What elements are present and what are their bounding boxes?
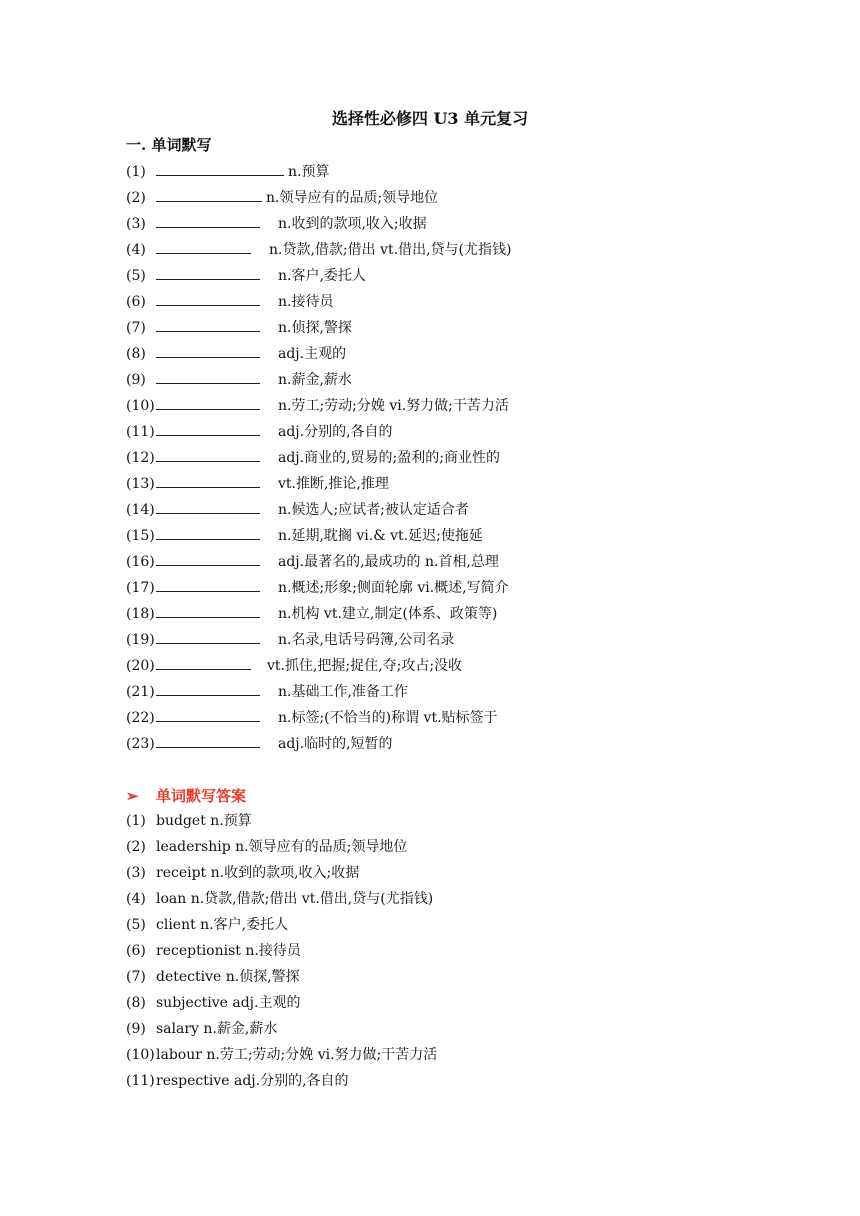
answer-number: (2) [126,839,146,855]
definition-text: n.领导应有的品质;领导地位 [266,190,439,206]
answer-text: detective n.侦探,警探 [156,969,300,985]
answer-text: receptionist n.接待员 [156,943,301,959]
answer-blank[interactable] [156,446,260,462]
exercise-number: (13) [126,476,155,492]
answers-heading-text: 单词默写答案 [156,787,247,805]
exercise-number: (4) [126,242,146,258]
exercise-number: (15) [126,528,155,544]
definition-text: n.候选人;应试者;被认定适合者 [278,502,469,518]
definition-text: n.贷款,借款;借出 vt.借出,贷与(尤指钱) [269,242,512,258]
answer-blank[interactable] [156,602,260,618]
answer-row [126,992,300,1014]
exercise-row [126,654,462,676]
exercise-row [126,524,483,546]
answer-blank[interactable] [156,706,260,722]
definition-text: n.基础工作,准备工作 [278,684,408,700]
answers-heading [126,785,246,807]
answer-row [126,914,288,936]
answer-text: client n.客户,委托人 [156,917,289,933]
answer-number: (9) [126,1021,146,1037]
definition-text: n.延期,耽搁 vi.& vt.延迟;使拖延 [278,528,483,544]
definition-text: n.接待员 [278,294,334,310]
exercise-row [126,420,393,442]
answer-blank[interactable] [156,290,260,306]
definition-text: n.名录,电话号码簿,公司名录 [278,632,455,648]
answer-row [126,1044,437,1066]
answer-blank[interactable] [156,472,260,488]
exercise-row [126,212,427,234]
answer-text: loan n.贷款,借款;借出 vt.借出,贷与(尤指钱) [156,891,434,907]
exercise-row [126,680,408,702]
answer-number: (11) [126,1073,155,1089]
exercise-number: (1) [126,164,146,180]
exercise-number: (22) [126,710,155,726]
answer-blank[interactable] [156,368,260,384]
answer-text: labour n.劳工;劳动;分娩 vi.努力做;干苦力活 [156,1047,438,1063]
definition-text: adj.主观的 [278,346,347,362]
exercise-number: (12) [126,450,155,466]
exercise-number: (2) [126,190,146,206]
exercise-row [126,290,333,312]
exercise-row [126,550,499,572]
definition-text: n.侦探,警探 [278,320,352,336]
answer-row [126,810,252,832]
exercise-row [126,446,500,468]
answer-blank[interactable] [156,316,260,332]
definition-text: n.预算 [288,164,330,180]
answer-blank[interactable] [156,628,260,644]
exercise-row [126,628,454,650]
definition-text: n.概述;形象;侧面轮廓 vi.概述,写简介 [278,580,509,596]
answer-blank[interactable] [156,550,260,566]
exercise-row [126,186,438,208]
answer-blank[interactable] [156,498,260,514]
exercise-number: (5) [126,268,146,284]
answer-row [126,862,359,884]
answer-blank[interactable] [156,212,260,228]
exercise-row [126,732,393,754]
exercise-number: (11) [126,424,155,440]
exercise-number: (8) [126,346,146,362]
answer-text: respective adj.分别的,各自的 [156,1073,349,1089]
answer-blank[interactable] [156,576,260,592]
exercise-row [126,368,352,390]
answer-number: (6) [126,943,146,959]
answer-text: salary n.薪金,薪水 [156,1021,278,1037]
exercise-row [126,706,498,728]
definition-text: n.标签;(不恰当的)称谓 vt.贴标签于 [278,710,498,726]
answer-blank[interactable] [156,420,260,436]
definition-text: adj.商业的,贸易的;盈利的;商业性的 [278,450,500,466]
answer-text: subjective adj.主观的 [156,995,301,1011]
answer-blank[interactable] [156,238,251,254]
definition-text: adj.最著名的,最成功的 n.首相,总理 [278,554,499,570]
exercise-number: (18) [126,606,155,622]
exercise-number: (16) [126,554,155,570]
answer-row [126,966,300,988]
answer-blank[interactable] [156,654,251,670]
definition-text: n.收到的款项,收入;收据 [278,216,427,232]
definition-text: n.机构 vt.建立,制定(体系、政策等) [278,606,498,622]
answer-blank[interactable] [156,186,262,202]
document-title: 选择性必修四 U3 单元复习 [331,109,529,128]
answer-text: leadership n.领导应有的品质;领导地位 [156,839,408,855]
answer-row [126,940,301,962]
answer-blank[interactable] [156,394,260,410]
exercise-number: (20) [126,658,155,674]
exercise-number: (7) [126,320,146,336]
exercise-row [126,160,329,182]
definition-text: vt.推断,推论,推理 [278,476,389,492]
exercise-number: (14) [126,502,155,518]
answer-text: receipt n.收到的款项,收入;收据 [156,865,360,881]
exercise-row [126,602,497,624]
exercise-row [126,394,509,416]
definition-text: n.客户,委托人 [278,268,366,284]
answer-row [126,888,433,910]
exercise-number: (21) [126,684,155,700]
answer-row [126,836,407,858]
definition-text: adj.临时的,短暂的 [278,736,393,752]
answer-blank[interactable] [156,524,260,540]
exercise-number: (23) [126,736,155,752]
answer-number: (10) [126,1047,155,1063]
arrow-bullet-icon: ➢ [126,787,139,805]
answer-blank[interactable] [156,732,260,748]
exercise-number: (19) [126,632,155,648]
exercise-number: (3) [126,216,146,232]
answer-number: (7) [126,969,146,985]
answer-number: (4) [126,891,146,907]
exercise-row [126,472,389,494]
answer-blank[interactable] [156,680,260,696]
definition-text: adj.分别的,各自的 [278,424,393,440]
exercise-number: (6) [126,294,146,310]
answer-number: (5) [126,917,146,933]
exercise-number: (17) [126,580,155,596]
exercise-row [126,342,346,364]
answer-row [126,1070,349,1092]
answer-row [126,1018,277,1040]
answer-number: (1) [126,813,146,829]
exercise-number: (9) [126,372,146,388]
exercise-row [126,576,509,598]
exercise-row [126,238,511,260]
answer-blank[interactable] [156,264,260,280]
section-heading-vocab: 一. 单词默写 [126,136,212,154]
definition-text: n.薪金,薪水 [278,372,352,388]
exercise-row [126,316,352,338]
exercise-row [126,498,469,520]
definition-text: n.劳工;劳动;分娩 vi.努力做;干苦力活 [278,398,509,414]
answer-blank[interactable] [156,160,284,176]
answer-text: budget n.预算 [156,813,252,829]
answer-number: (8) [126,995,146,1011]
answer-number: (3) [126,865,146,881]
definition-text: vt.抓住,把握;捉住,夺;攻占;没收 [267,658,463,674]
exercise-row [126,264,366,286]
answer-blank[interactable] [156,342,260,358]
exercise-number: (10) [126,398,155,414]
